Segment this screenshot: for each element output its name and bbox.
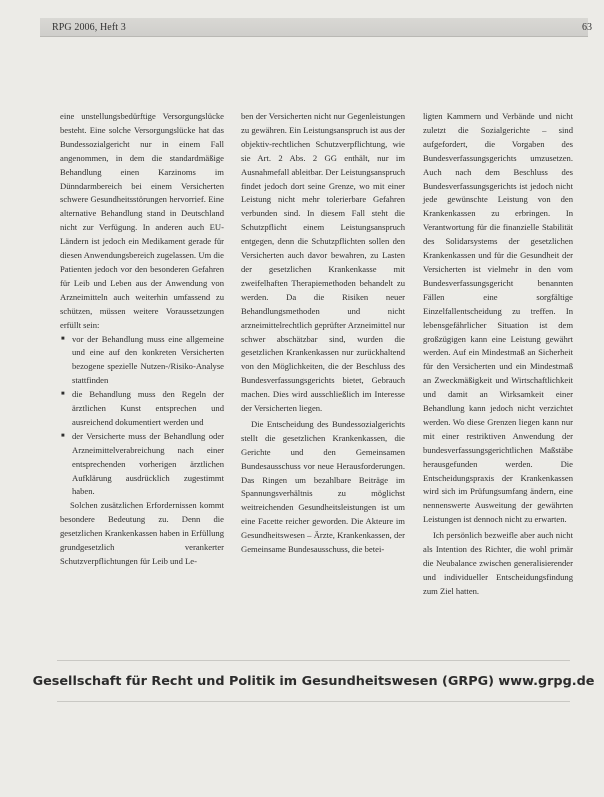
bullet-item: ■ vor der Behandlung muss eine allgemeine und eine auf den konkreten Versicherten bezogene spezielle Nutzen-/Risiko-Analyse stattfinden [72, 333, 224, 389]
paragraph: Ich persönlich bezweifle aber auch nicht als Intention des Richter, die wohl primär die Neubalance zwischen generalisierender und individueller Entscheidungsfindung zum Ziel hatten. [423, 530, 573, 596]
page-number: 63 [582, 22, 592, 33]
society-banner [32, 660, 595, 702]
paragraph: Solchen zusätzlichen Erfordernissen kommt besondere Bedeutung zu. Denn die gesetzlichen Krankenkassen haben in Erfüllung grundgesetzlich verankerter Schutzverpflichtungen für Leib und Le- [60, 500, 224, 566]
paragraph: Die Entscheidung des Bundessozialgerichts stellt die gesetzlichen Krankenkassen, die Gerichte und den Gemeinsamen Bundesausschuss vor neue Herausforderungen. Das Ringen um bezahlbare Beiträge im Spannungsverhältnis zu möglichst weitreichenden Gesundheitsleistungen ist um eine Facette reicher geworden. Die Akteure im Gesundheitswesen – Ärzte, Krankenkassen, der Gemeinsame Bundesausschuss, die betei- [241, 418, 405, 555]
running-head: RPG 2006, Heft 3 [52, 22, 126, 33]
paragraph: ben der Versicherten nicht nur Gegenleistungen zu gewähren. Ein Leistungsanspruch ist aus der objektiv-rechtlichen Schutzverpflichtung, wie sie Art. 2 Abs. 2 GG enthält, nur im Ausnahmefall ableitbar. Der Leistungsanspruch findet jedoch dort seine Grenze, wo mit einer Leistung nicht mehr tolerierbare Gefahren verbunden sind. In diesem Fall steht die Schutzpflicht einem Leistungsanspruch entgegen, denn die Schutzpflichten sollen den Versicherten auch davor bewahren, zu Lasten der gesetzlichen Krankenkasse mit zweifelhaften Therapiemethoden behandelt zu werden. Da die Risiken neuer Behandlungsmethoden und nicht arzneimittelrechtlich geprüfter Arzneimittel nur schwer abschätzbar sind, wurden die gesetzlichen Krankenkassen nur zurückhaltend von den Möglichkeiten, die der Beschluss des Bundesverfassungsgerichts bietet, Gebrauch machen. Dies wird ausschließlich im Interesse der Versicherten liegen. [241, 111, 405, 414]
paragraph: eine unstellungsbedürftige Versorgungslücke besteht. Eine solche Versorgungslücke hat das Bundessozialgericht nur in einem Fall angenommen, in dem die standardmäßige Behandlung einen Karzinoms im Dünndarmbereich bei einem Versicherten schwere Gesundheitsstörungen hervorrief. Eine alternative Behandlung stand in Deutschland nicht zur Verfügung. In anderen auch EU-Ländern ist jedoch ein Medikament gerade für diesen Anwendungsbereich zugelassen. Um die Patienten jedoch vor den besonderen Gefahren für Leib und Leben aus der Anwendung von Arzneimitteln auch weiterhin umfassend zu schützen, müssen weitere Voraussetzungen erfüllt sein: [60, 111, 224, 330]
bullet-list [60, 333, 224, 500]
text-column-3 [423, 110, 573, 599]
banner-text: Gesellschaft für Recht und Politik im Gesundheitswesen (GRPG) www.grpg.de [32, 673, 595, 689]
text-column-1 [60, 110, 224, 569]
paragraph: ligten Kammern und Verbände und nicht zuletzt die Sozialgerichte – sind aufgefordert, die Vorgaben des Bundesverfassungsgerichts umzusetzen. Auch nach dem Beschluss des Bundesverfassungsgerichts ist jedoch nicht jede gewünschte Leistung von den Krankenkassen zu erbringen. In Verantwortung für die finanzielle Stabilität des Solidarsystems der gesetzlichen Krankenkassen und für die Gesundheit der Versicherten ist vielmehr in den vom Bundesverfassungsgericht benannten Fällen eine sorgfältige Einzelfallentscheidung zu treffen. In lebensgefährlicher Situation ist dem großzügigen kann eine Leistung gewährt werden. Auf ein Mindestmaß an Sicherheit für den Versicherten und ein Mindestmaß an Zweckmäßigkeit und Wirtschaftlichkeit und damit an Wirksamkeit einer Behandlung kann jedoch nicht verzichtet werden. Wo diese Grenzen liegen kann nur mit einer restriktiven Anwendung der bundesverfassungsgerichtlichen Maßstäbe herausgefunden werden. Die Entscheidungspraxis der Krankenkassen wird sich im Prüfungsumfang ändern, eine nennenswerte Ausweitung der gewährten Leistungen ist dennoch nicht zu erwarten. [423, 111, 573, 525]
bullet-item: ■ die Behandlung muss den Regeln der ärztlichen Kunst entsprechen und ausreichend dokumentiert werden und [72, 388, 224, 430]
bullet-item: ■ der Versicherte muss der Behandlung oder Arzneimittelverabreichung nach einer entsprechenden vorherigen ärztlichen Aufklärung ausdrücklich zugestimmt haben. [72, 430, 224, 500]
text-column-2 [241, 110, 405, 557]
